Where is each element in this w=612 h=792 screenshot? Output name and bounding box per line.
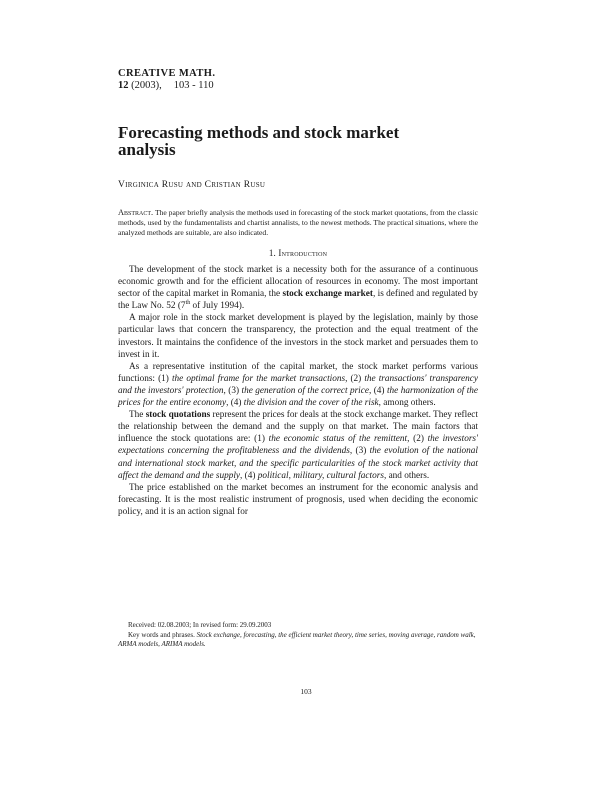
text-run: , and others. xyxy=(383,470,430,481)
text-run: The xyxy=(129,410,146,421)
paragraph xyxy=(118,482,478,518)
section-heading xyxy=(118,248,478,258)
received-note: Received: 02.08.2003; In revised form: 29.09.2003 xyxy=(128,621,272,629)
bold-term: stock quotations xyxy=(145,410,211,421)
keywords-label: Key words and phrases. xyxy=(128,630,195,639)
text-run: , (4) xyxy=(368,385,387,396)
text-run: , (3) xyxy=(223,385,242,396)
text-run: A major role in the stock market development is played by the legislation, mainly by those particular laws that concern the transparency, the protection and the equal treatment of the investors. It maintains the confidence of the investors in the stock market and persuades them to invest in it. xyxy=(118,313,478,360)
text-run: The price established on the market becomes an instrument for the economic analysis and forecasting. It is the most realistic instrument of prognosis, used when deciding the economic policy, and it is an action signal for xyxy=(118,482,478,517)
journal-volume-line xyxy=(118,80,478,92)
text-run: , (3) xyxy=(349,446,370,457)
bold-term: stock exchange market xyxy=(282,289,373,300)
paragraph xyxy=(118,409,478,482)
italic-term: the optimal frame for the market transactions xyxy=(171,373,346,384)
abstract xyxy=(118,208,478,238)
paragraph xyxy=(118,361,478,409)
text-run: , (4) xyxy=(240,470,258,481)
journal-year: (2003), xyxy=(131,80,162,91)
journal-volume: 12 xyxy=(118,80,129,91)
paragraph xyxy=(118,312,478,360)
italic-term: the harmonization of the prices for the entire economy xyxy=(118,385,479,409)
footnotes xyxy=(118,621,478,650)
italic-term: the investors' expectations concerning the profitableness and the dividends xyxy=(118,434,478,457)
text-run: , is defined and regulated by the Law No. 52 (7 xyxy=(118,289,478,312)
superscript: th xyxy=(185,300,191,307)
keywords-text: Stock exchange, forecasting, the efficient market theory, time series, moving average, random walk, ARMA models, ARIMA models. xyxy=(118,630,476,649)
italic-term: the generation of the correct price xyxy=(241,385,369,396)
italic-term: the transactions' transparency and the investors' protection xyxy=(118,373,478,396)
abstract-label: Abstract. xyxy=(118,208,154,217)
journal-header xyxy=(118,68,478,92)
journal-name: CREATIVE MATH. xyxy=(118,68,216,79)
paper-authors xyxy=(118,180,478,190)
italic-term: political, military, cultural factors xyxy=(257,470,384,481)
italic-term: the economic status of the remittent xyxy=(268,434,408,445)
italic-term: the division and the cover of the risk xyxy=(243,398,379,409)
text-run: of July 1994). xyxy=(190,301,245,312)
paragraph xyxy=(118,264,478,312)
italic-term: the evolution of the national and international stock market, and the specific particularities of the stock market activity that affect the demand and the supply xyxy=(118,446,478,481)
text-run: , (4) xyxy=(226,398,244,409)
abstract-text: The paper briefly analysis the methods used in forecasting of the stock market quotations, from the classic methods, used by the fundamentalists and chartist annalists, to the newest methods. The practical situations, where the analyzed methods are suitable, are also indicated. xyxy=(118,208,478,237)
paper-title: Forecasting methods and stock market analysis xyxy=(118,123,400,159)
text-run: represent the prices for deals at the stock exchange market. They reflect the relationship between the demand and the supply on that market. The main factors that influence the stock quotations are: (1) xyxy=(118,410,478,445)
section-title: 1. Introduction xyxy=(268,248,328,258)
page-number: 103 xyxy=(300,687,312,696)
text-run: As a representative institution of the capital market, the stock market performs various functions: (1) xyxy=(118,361,478,384)
body-text xyxy=(118,264,478,518)
keywords-note xyxy=(118,631,478,650)
text-run: The development of the stock market is a necessity both for the assurance of a continuous economic growth and for the efficient allocation of resources in economy. The most important sector of the capital market in Romania, the xyxy=(118,265,478,300)
text-run: , (2) xyxy=(407,434,428,445)
page-content xyxy=(118,68,478,518)
text-run: , among others. xyxy=(378,398,436,409)
authors-text: Virginica Rusu and Cristian Rusu xyxy=(118,180,266,190)
text-run: , (2) xyxy=(345,373,365,384)
journal-pages: 103 - 110 xyxy=(173,80,214,91)
